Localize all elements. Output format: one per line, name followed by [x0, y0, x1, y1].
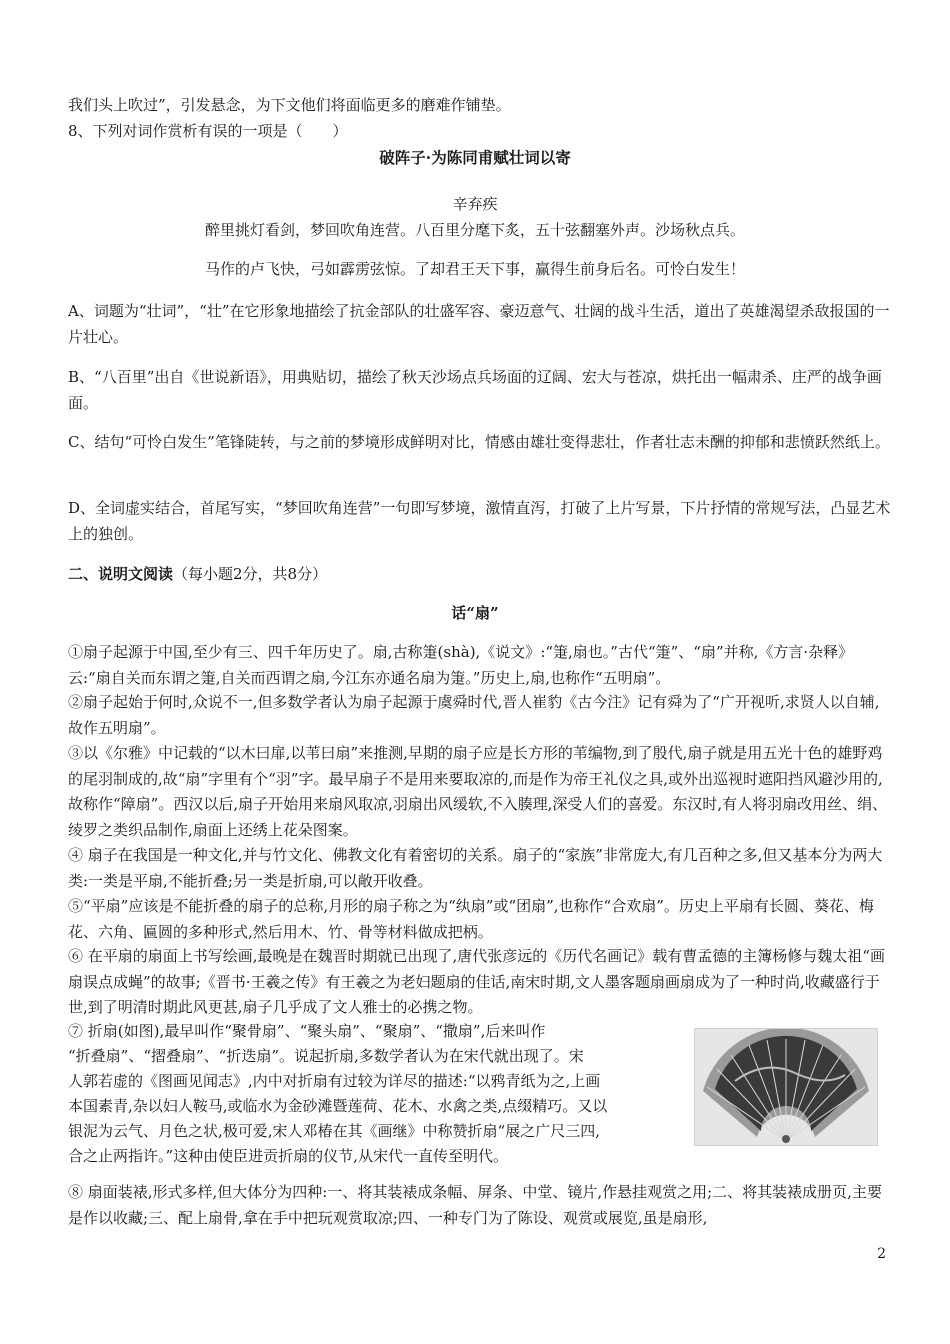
poem-title: 破阵子·为陈同甫赋壮词以寄 [379, 148, 571, 167]
poem-line-2: 马作的卢飞快，弓如霹雳弦惊。了却君王天下事，赢得生前身后名。可怜白发生！ [204, 260, 745, 278]
paragraph-1: ①扇子起源于中国,至少有三、四千年历史了。扇,古称箑(shà),《说文》:“箑,扇也。”古代“箑”、“扇”并称,《方言·杂释》云:“扇自关而东谓之箑,自关而西谓之扇,今江东亦通名扇为箑。”历史上,扇,也称作“五明扇”。 [68, 643, 854, 687]
option-c: C、结句“可怜白发生”笔锋陡转，与之前的梦境形成鲜明对比，情感由雄壮变得悲壮，作者壮志未酬的抑郁和悲愤跃然纸上。 [68, 433, 890, 451]
paragraph-8: ⑧ 扇面装裱,形式多样,但大体分为四种:一、将其装裱成条幅、屏条、中堂、镜片,作悬挂观赏之用;二、将其装裱成册页,主要是作以收藏;三、配上扇骨,拿在手中把玩观赏取凉;四、一种专门为了陈设、观赏或展览,虽是扇形, [68, 1183, 882, 1227]
paragraph-3: ③以《尔雅》中记载的“以木曰扉,以苇曰扇”来推测,早期的扇子应是长方形的苇编物,到了殷代,扇子就是用五光十色的雄野鸡的尾羽制成的,故“扇”字里有个“羽”字。最早扇子不是用来要取凉的,而是作为帝王礼仪之具,或外出巡视时遮阳挡风避沙用的,故称作“障扇”。西汉以后,扇子开始用来扇风取凉,羽扇出风缓软,不入腠理,深受人们的喜爱。东汉时,有人将羽扇改用丝、绢、绫罗之类织品制作,扇面上还绣上花朵图案。 [68, 744, 888, 839]
section-2-heading [68, 563, 898, 585]
paragraph-6: ⑥ 在平扇的扇面上书写绘画,最晚是在魏晋时期就已出现了,唐代张彦远的《历代名画记》载有曹孟德的主簿杨修与魏太祖“画扇误点成蝇”的故事;《晋书·王羲之传》有王羲之为老妇题扇的佳话,南宋时期,文人墨客题扇画扇成为了一种时尚,收藏盛行于世,到了明清时期此风更甚,扇子几乎成了文人雅士的必携之物。 [68, 947, 885, 1016]
option-d: D、全词虚实结合，首尾写实，“梦回吹角连营”一句即写梦境，激情直泻，打破了上片写景，下片抒情的常规写法，凸显艺术上的独创。 [68, 499, 891, 543]
paragraph-7-line: 银泥为云气、月色之状,极可爱,宋人邓椿在其《画继》中称赞折扇“展之广尺三四, [68, 1122, 600, 1140]
section-2-heading-score: （每小题2分，共8分） [173, 565, 328, 583]
paragraph-7-line: 合之止两指许。”这种由使臣进贡折扇的仪节,从宋代一直传至明代。 [68, 1147, 508, 1165]
paragraph-7-line: 本国素青,杂以妇人鞍马,或临水为金砂滩暨莲荷、花木、水禽之类,点缀精巧。又以 [68, 1097, 608, 1115]
text-line: 我们头上吹过”，引发悬念，为下文他们将面临更多的磨难作铺垫。 [68, 96, 511, 114]
paragraph-5: ⑤“平扇”应该是不能折叠的扇子的总称,月形的扇子称之为“纨扇”或“团扇”,也称作“合欢扇”。历史上平扇有长圆、葵花、梅花、六角、匾圆的多种形式,然后用木、竹、骨等材料做成把柄。 [68, 897, 874, 941]
paragraph-2: ②扇子起始于何时,众说不一,但多数学者认为扇子起源于虞舜时代,晋人崔豹《古今注》记有舜为了“广开视听,求贤人以自辅,故作五明扇”。 [68, 693, 880, 737]
paragraph-7-line: 人郭若虚的《图画见闻志》,内中对折扇有过较为详尽的描述:“以鸦青纸为之,上画 [68, 1072, 601, 1090]
folding-fan-icon [695, 1029, 877, 1145]
paragraph-7-line: “折叠扇”、“摺叠扇”、“折迭扇”。说起折扇,多数学者认为在宋代就出现了。宋 [68, 1047, 584, 1065]
paragraph-4: ④ 扇子在我国是一种文化,并与竹文化、佛教文化有着密切的关系。扇子的“家族”非常庞大,有几百种之多,但又基本分为两大类:一类是平扇,不能折叠;另一类是折扇,可以敞开收叠。 [68, 846, 883, 890]
option-a: A、词题为“壮词”，“壮”在它形象地描绘了抗金部队的壮盛军容、豪迈意气、壮阔的战斗生活，道出了英雄渴望杀敌报国的一片壮心。 [68, 302, 890, 346]
article-title: 话“扇” [451, 604, 499, 622]
page-number: 2 [877, 1246, 886, 1262]
paragraph-7-line: ⑦ 折扇(如图),最早叫作“聚骨扇”、“聚头扇”、“聚扇”、“撒扇”,后来叫作 [68, 1022, 546, 1040]
question-8-stem: 8、下列对词作赏析有误的一项是（ ） [68, 122, 348, 140]
folding-fan-image [694, 1028, 878, 1146]
poem-author: 辛弃疾 [452, 195, 498, 213]
section-2-heading-label: 二、说明文阅读 [68, 565, 174, 583]
option-b: B、“八百里”出自《世说新语》，用典贴切，描绘了秋天沙场点兵场面的辽阔、宏大与苍凉，烘托出一幅肃杀、庄严的战争画面。 [68, 368, 882, 412]
poem-line-1: 醉里挑灯看剑，梦回吹角连营。八百里分麾下炙，五十弦翻塞外声。沙场秋点兵。 [204, 221, 745, 239]
